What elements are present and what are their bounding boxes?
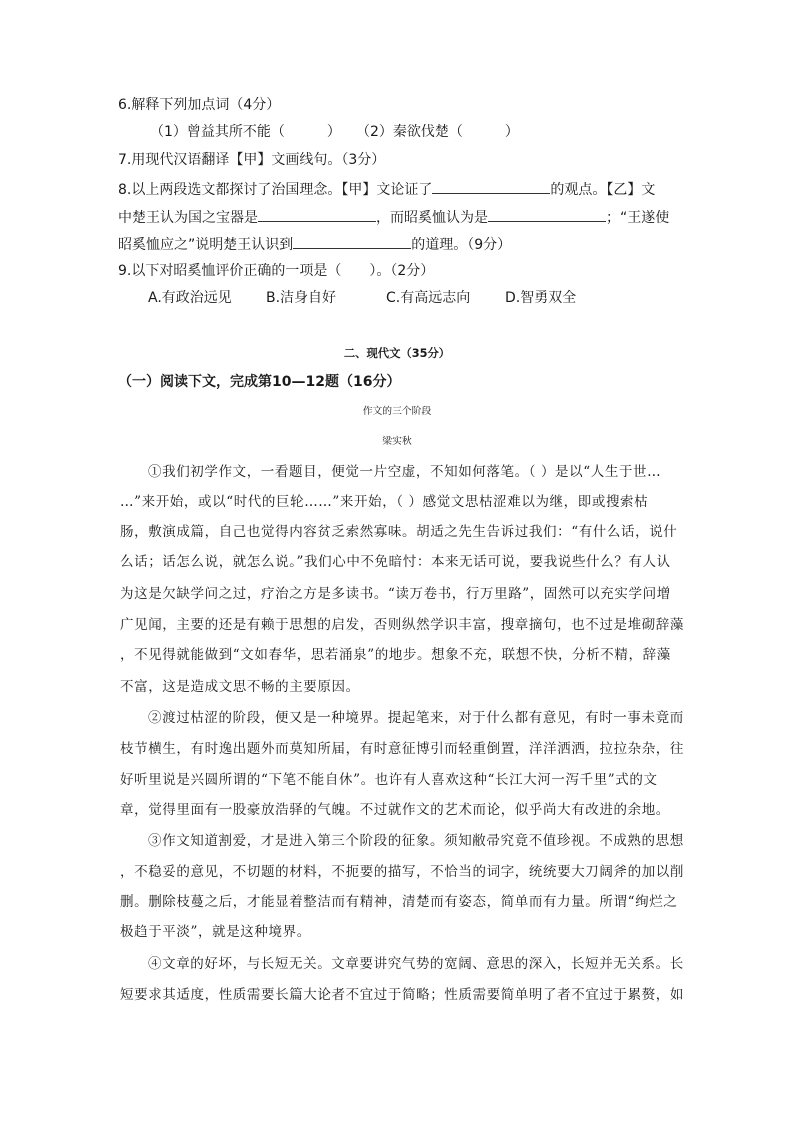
paragraph-line: 肠，敷演成篇，自己也觉得内容贫乏索然寡味。胡适之先生告诉过我们：“有什么话，说什 <box>120 524 678 540</box>
q9-option-d[interactable]: D.智勇双全 <box>505 290 577 306</box>
paragraph-line: 为这是欠缺学问之过，疗治之方是多读书。“读万卷书，行万里路”，固然可以充实学问增 <box>120 586 671 602</box>
question-8-text: 的观点。【乙】文 <box>550 182 656 198</box>
question-8-text: 昭奚恤应之”说明楚王认识到 <box>118 237 294 253</box>
question-8-text: 中楚王认为国之宝器是 <box>118 210 258 226</box>
question-8-line-3 <box>118 233 511 255</box>
q9-option-b[interactable]: B.洁身自好 <box>266 290 337 306</box>
paragraph-line: 删。删除枝蔓之后，才能显着整洁而有精神，清楚而有姿态，简单而有力量。所谓“绚烂之 <box>120 894 678 910</box>
paragraph-line: 极趋于平淡”，就是这种境界。 <box>120 924 311 940</box>
article-title: 作文的三个阶段 <box>362 406 432 417</box>
question-6-sub-2: （2）秦欲伐楚（ ） <box>356 124 519 140</box>
paragraph-line: ④文章的好坏，与长短无关。文章要讲究气势的宽阔、意思的深入，长短并无关系。长 <box>148 956 684 972</box>
paragraph-line: ③作文知道割爱，才是进入第三个阶段的征象。须知敝帚究竟不值珍视。不成熟的思想 <box>148 833 684 849</box>
question-6-sub-1: （1）曾益其所不能（ ） <box>150 124 341 140</box>
section-subtitle: （一）阅读下文，完成第10—12题（16分） <box>118 374 401 390</box>
question-7: 7.用现代汉语翻译【甲】文画线句。（3分） <box>118 152 386 168</box>
paragraph-line: 枝节横生，有时逸出题外而莫知所届，有时意征博引而轻重倒置，洋洋洒洒，拉拉杂杂，往 <box>120 741 684 757</box>
paragraph-line: 么话；话怎么说，就怎么说。”我们心中不免暗忖：本来无话可说，要我说些什么？有人认 <box>120 554 671 570</box>
q9-option-a[interactable]: A.有政治远见 <box>148 290 232 306</box>
paragraph-line: …”来开始，或以“时代的巨轮……”来开始，（ ）感觉文思枯涩难以为继，即或搜索枯 <box>120 494 649 510</box>
paragraph-line: 广见闻，主要的还是有赖于思想的启发，否则纵然学识丰富，搜章摘句，也不过是堆砌辞藻 <box>120 617 684 633</box>
question-8-text: ；“王遂使 <box>606 210 670 226</box>
paragraph-line: ，不见得就能做到“文如春华，思若涌泉”的地步。想象不充，联想不快，分析不精，辞藻 <box>120 647 671 663</box>
question-6: 6.解释下列加点词（4分） <box>118 97 281 113</box>
question-8-line-1 <box>118 178 655 200</box>
paragraph-line: 章，觉得里面有一股豪放浩驿的气魄。不过就作文的艺术而论，似乎尚大有改进的余地。 <box>120 802 670 818</box>
answer-blank[interactable] <box>258 206 376 222</box>
question-8-text: ，而昭奚恤认为是 <box>376 210 488 226</box>
q9-option-c[interactable]: C.有高远志向 <box>386 290 471 306</box>
question-8-text: 8.以上两段选文都探讨了治国理念。【甲】文论证了 <box>118 182 433 198</box>
answer-blank[interactable] <box>488 206 606 222</box>
paragraph-line: 好听里说是兴圆所谓的“下笔不能自休”。也许有人喜欢这种“长江大河一泻千里”式的文 <box>120 772 658 788</box>
answer-blank[interactable] <box>293 233 411 249</box>
question-8-text: 的道理。（9分） <box>411 237 512 253</box>
paragraph-line: 短要求其适度，性质需要长篇大论者不宜过于简略；性质需要简单明了者不宜过于累赘，如 <box>120 987 684 1003</box>
answer-blank[interactable] <box>432 178 550 194</box>
question-9: 9.以下对昭奚恤评价正确的一项是（ ）。（2分） <box>118 263 435 279</box>
paragraph-line: ①我们初学作文，一看题目，便觉一片空虚，不知如何落笔。（ ）是以“人生于世… <box>148 464 662 480</box>
paragraph-line: ②渡过枯涩的阶段，便又是一种境界。提起笔来，对于什么都有意见，有时一事未竟而 <box>148 710 684 726</box>
article-author: 梁实秋 <box>382 436 412 447</box>
paragraph-line: ，不稳妥的意见，不切题的材料，不扼要的描写，不恰当的词字，统统要大刀阔斧的加以削 <box>120 864 684 880</box>
question-8-line-2 <box>118 206 669 228</box>
paragraph-line: 不富，这是造成文思不畅的主要原因。 <box>120 679 360 695</box>
section-title: 二、现代文（35分） <box>343 346 451 360</box>
